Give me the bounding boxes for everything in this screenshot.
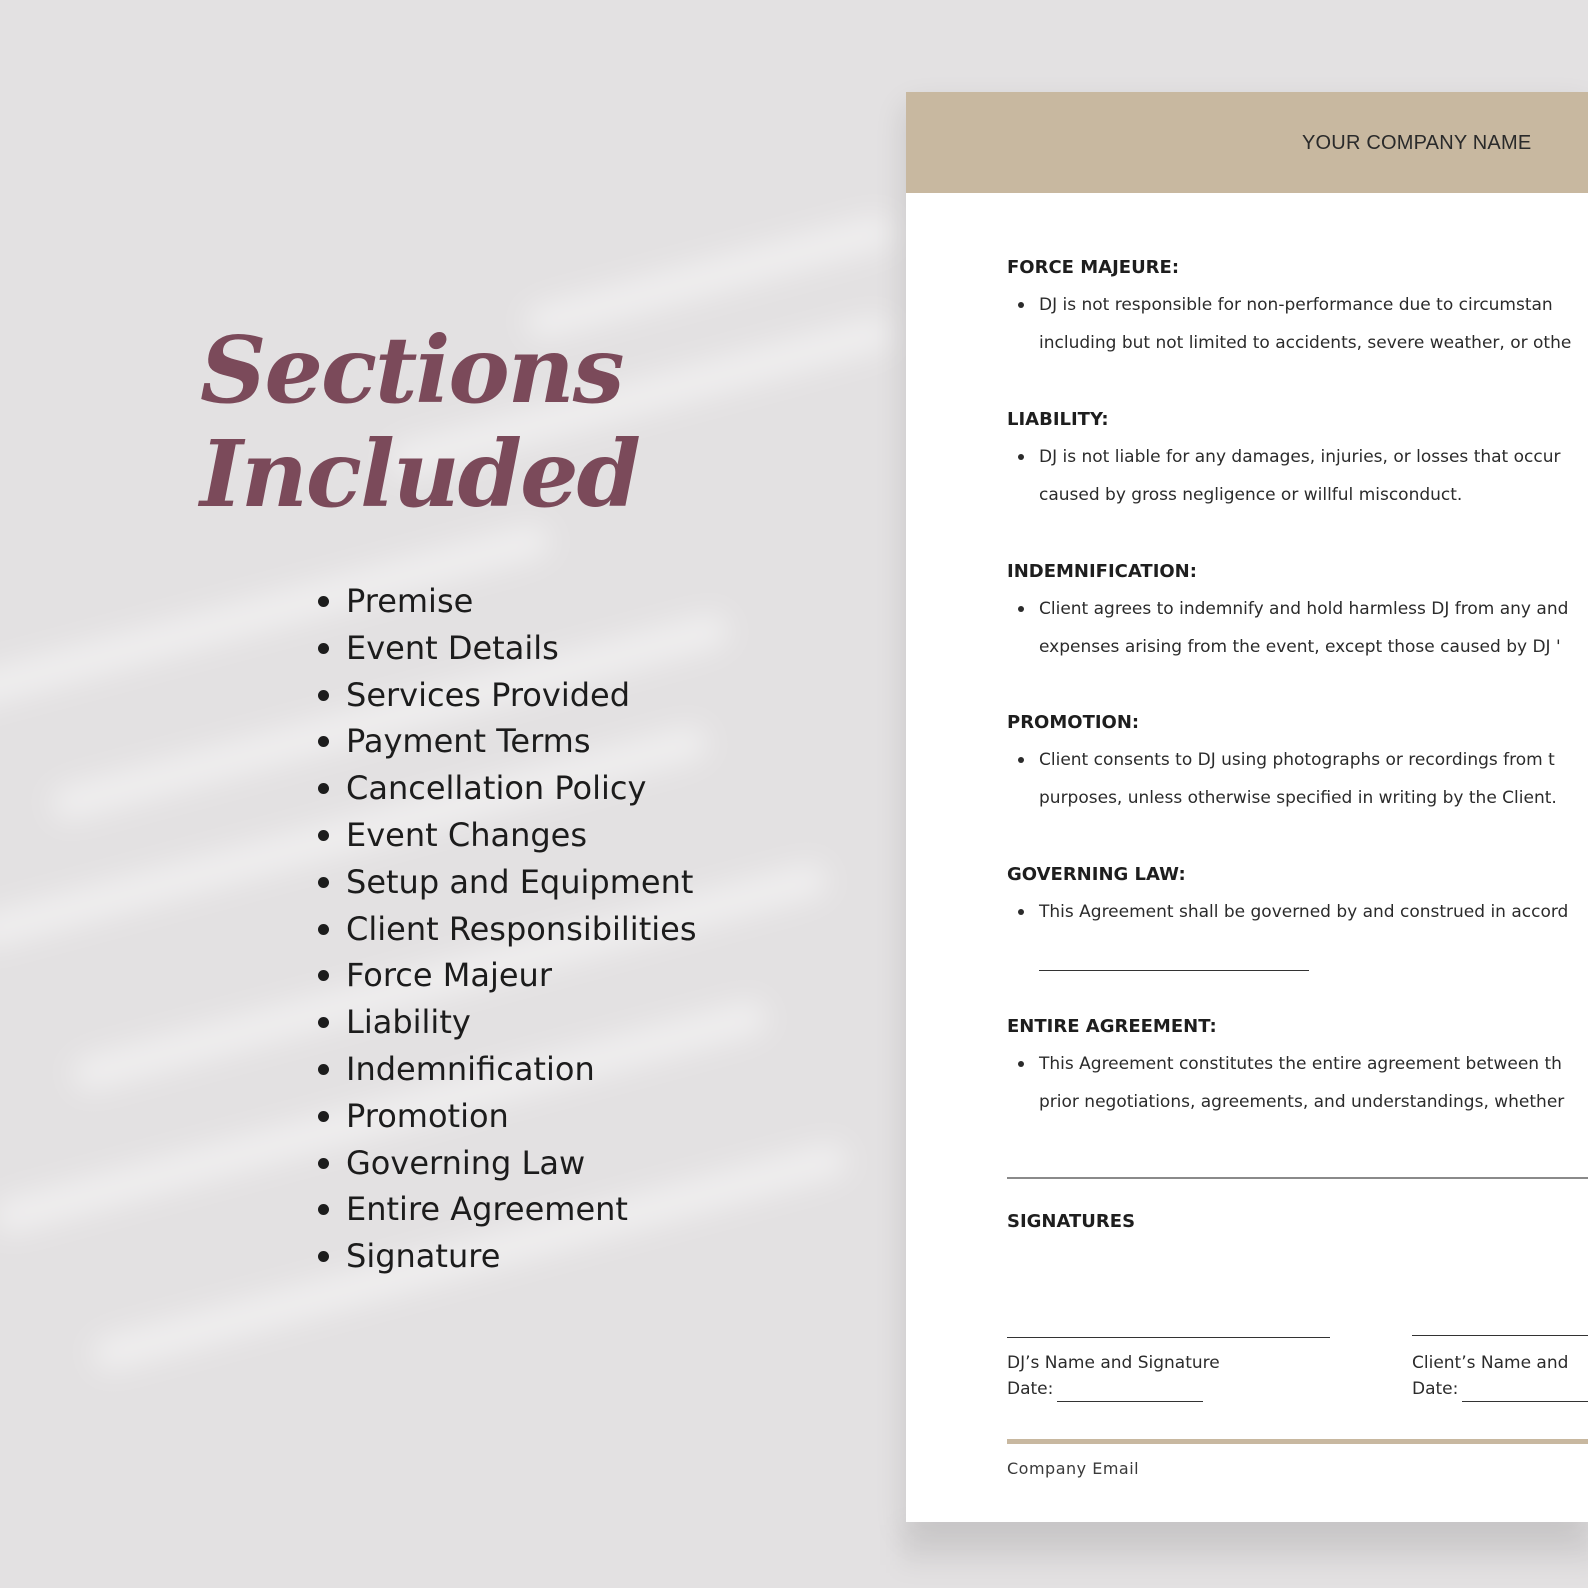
dj-signature-block [1007, 1350, 1220, 1402]
clause-title: LIABILITY: [1007, 409, 1109, 430]
clause-line: Client consents to DJ using photographs or recordings from t [1039, 750, 1555, 770]
list-item: Liability [318, 999, 696, 1046]
sections-list [318, 578, 696, 1280]
clause-liability [1007, 409, 1588, 514]
heading-line-2: Included [200, 420, 639, 528]
list-item: Client Responsibilities [318, 906, 696, 953]
clause-indemnification [1007, 561, 1588, 666]
date-label: Date: [1412, 1379, 1459, 1399]
clause-title: ENTIRE AGREEMENT: [1007, 1016, 1217, 1037]
clause-title: INDEMNIFICATION: [1007, 561, 1197, 582]
section-divider [1007, 1177, 1588, 1179]
clause-line: prior negotiations, agreements, and understandings, whether [1039, 1091, 1565, 1112]
fill-in-blank [1039, 970, 1309, 971]
clause-text [1007, 439, 1588, 514]
dj-signature-label: DJ’s Name and Signature [1007, 1353, 1220, 1373]
client-signature-line [1412, 1335, 1588, 1336]
clause-title: FORCE MAJEURE: [1007, 257, 1180, 278]
list-item: Force Majeur [318, 952, 696, 999]
list-item: Promotion [318, 1093, 696, 1140]
client-signature-block [1412, 1350, 1588, 1402]
paper-shadow [900, 1525, 1588, 1565]
footer-accent-bar [1007, 1439, 1588, 1444]
clause-line: This Agreement constitutes the entire agreement between th [1039, 1054, 1562, 1074]
date-blank [1057, 1381, 1203, 1402]
list-item: Entire Agreement [318, 1186, 696, 1233]
clause-line: including but not limited to accidents, severe weather, or othe [1039, 332, 1572, 353]
list-item: Event Details [318, 625, 696, 672]
clause-line: Client agrees to indemnify and hold harmless DJ from any and [1039, 599, 1569, 619]
list-item: Setup and Equipment [318, 859, 696, 906]
clause-line: DJ is not responsible for non-performance due to circumstan [1039, 295, 1553, 315]
clause-line: purposes, unless otherwise specified in writing by the Client. [1039, 787, 1557, 808]
clause-line: caused by gross negligence or willful misconduct. [1039, 484, 1463, 505]
date-blank [1462, 1381, 1588, 1402]
client-date-row [1412, 1376, 1588, 1402]
list-item: Premise [318, 578, 696, 625]
clause-title: GOVERNING LAW: [1007, 864, 1186, 885]
clause-force-majeure [1007, 257, 1588, 362]
clause-line: DJ is not liable for any damages, injuries, or losses that occur [1039, 447, 1561, 467]
clause-text [1007, 287, 1588, 362]
list-item: Indemnification [318, 1046, 696, 1093]
date-label: Date: [1007, 1379, 1054, 1399]
dj-signature-line [1007, 1337, 1330, 1338]
list-item: Services Provided [318, 672, 696, 719]
clause-promotion [1007, 712, 1588, 817]
clause-line: expenses arising from the event, except those caused by DJ ' [1039, 636, 1561, 657]
dj-date-row [1007, 1376, 1220, 1402]
page-heading [200, 318, 639, 526]
list-item: Signature [318, 1233, 696, 1280]
clause-text [1007, 591, 1588, 666]
list-item: Governing Law [318, 1140, 696, 1187]
heading-line-1: Sections [200, 316, 623, 424]
clause-governing-law [1007, 864, 1588, 932]
company-name: YOUR COMPANY NAME [1302, 132, 1532, 154]
list-item: Event Changes [318, 812, 696, 859]
signatures-title: SIGNATURES [1007, 1211, 1136, 1232]
clause-title: PROMOTION: [1007, 712, 1140, 733]
document-preview [906, 92, 1588, 1522]
clause-line: This Agreement shall be governed by and construed in accord [1039, 902, 1569, 922]
clause-text [1007, 742, 1588, 817]
company-email: Company Email [1007, 1459, 1140, 1478]
clause-entire-agreement [1007, 1016, 1588, 1121]
list-item: Cancellation Policy [318, 765, 696, 812]
client-signature-label: Client’s Name and [1412, 1353, 1569, 1373]
clause-text [1007, 1046, 1588, 1121]
document-header-band [906, 92, 1588, 193]
clause-text [1007, 894, 1588, 932]
list-item: Payment Terms [318, 718, 696, 765]
